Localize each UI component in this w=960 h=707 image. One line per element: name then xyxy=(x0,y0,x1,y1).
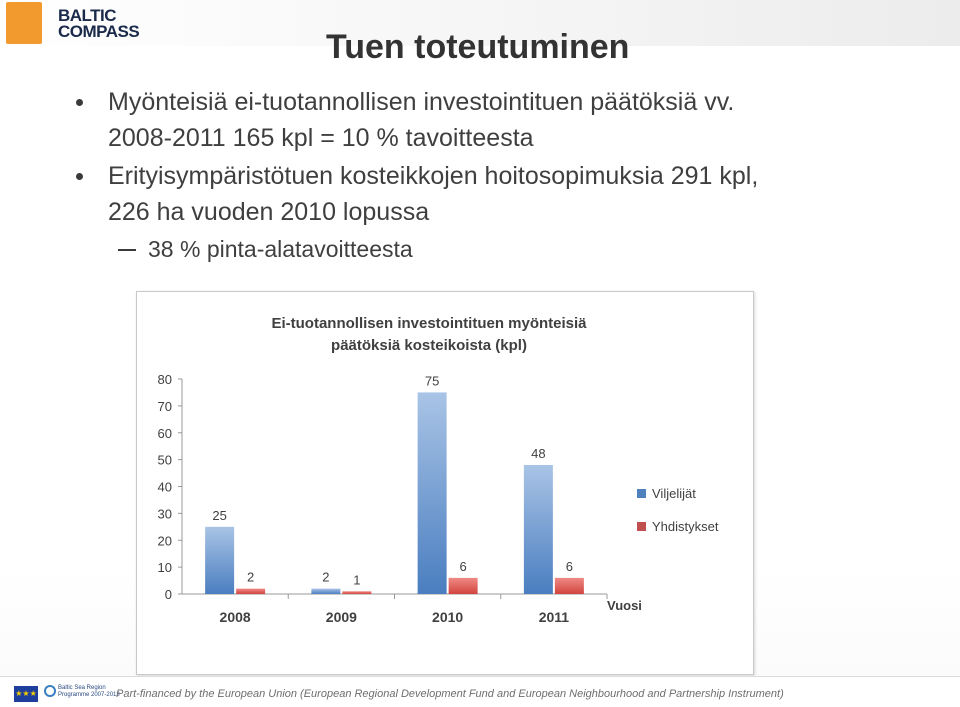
bar xyxy=(311,589,340,594)
bullet-text-line: Myönteisiä ei-tuotannollisen investointituen päätöksiä vv. xyxy=(108,88,735,116)
legend-label: Yhdistykset xyxy=(652,519,719,534)
bar-data-label: 25 xyxy=(212,507,227,523)
y-tick-label: 60 xyxy=(157,425,172,441)
chart-title-line1: Ei-tuotannollisen investointituen myönteisiä xyxy=(271,315,587,332)
chart-canvas xyxy=(137,292,753,674)
bar-chart xyxy=(136,291,754,675)
bullet-text-line: Erityisympäristötuen kosteikkojen hoitosopimuksia 291 kpl, xyxy=(108,162,759,190)
bullet-text-line: 226 ha vuoden 2010 lopussa xyxy=(108,198,430,226)
x-tick-label: 2011 xyxy=(538,609,570,625)
y-tick-label: 70 xyxy=(157,398,172,414)
eu-flag-stars: ★★★ xyxy=(15,689,37,698)
sub-bullet-item xyxy=(66,232,926,266)
dash-icon xyxy=(118,249,136,251)
y-tick-label: 10 xyxy=(157,560,172,576)
bar xyxy=(524,465,553,594)
y-tick-label: 50 xyxy=(157,452,172,468)
x-tick-label: 2009 xyxy=(325,609,357,625)
footer-funding-text: Part-financed by the European Union (European Regional Development Fund and European Neighbourhood and Partnership Instrument) xyxy=(116,688,784,700)
eu-flag-icon xyxy=(14,686,38,702)
baltic-sea-region-logo xyxy=(44,683,120,705)
bsr-logo-line2: Programme 2007-2013 xyxy=(58,692,120,698)
orange-corner-square xyxy=(6,2,42,44)
bar-data-label: 6 xyxy=(459,558,467,574)
bullet-item xyxy=(66,84,926,156)
logo-line2: COMPASS xyxy=(58,22,140,41)
y-tick-label: 30 xyxy=(157,506,172,522)
y-tick-label: 80 xyxy=(157,372,172,387)
bar-data-label: 75 xyxy=(424,373,440,389)
bar-data-label: 1 xyxy=(353,572,361,588)
y-tick-label: 0 xyxy=(164,587,172,602)
bar-data-label: 6 xyxy=(565,558,573,574)
slide-title: Tuen toteutuminen xyxy=(326,28,630,66)
bullet-list xyxy=(66,84,926,266)
bar xyxy=(449,578,478,594)
x-tick-label: 2008 xyxy=(219,609,251,625)
legend-swatch xyxy=(637,489,646,498)
legend-swatch xyxy=(637,522,646,531)
footer xyxy=(0,676,960,707)
sub-bullet-text: 38 % pinta-alatavoitteesta xyxy=(148,236,413,262)
bar-data-label: 48 xyxy=(531,446,546,461)
y-tick-label: 40 xyxy=(157,479,172,495)
bullet-dot-icon xyxy=(76,173,83,180)
bsr-logo-text xyxy=(58,685,120,699)
bar xyxy=(205,527,234,594)
bsr-logo-line1: Baltic Sea Region xyxy=(58,685,106,691)
bar-data-label: 2 xyxy=(322,569,330,585)
bullet-dot-icon xyxy=(76,99,83,106)
bar-data-label: 2 xyxy=(247,569,255,585)
x-tick-label: 2010 xyxy=(432,609,464,625)
bar xyxy=(555,578,584,594)
legend-label: Viljelijät xyxy=(652,486,696,501)
bar xyxy=(418,392,447,594)
bar xyxy=(342,591,371,594)
chart-marks xyxy=(158,372,719,625)
bar xyxy=(236,589,265,594)
bsr-mark-icon xyxy=(44,685,56,697)
chart-title-line2: päätöksiä kosteikoista (kpl) xyxy=(331,337,527,354)
x-axis-label: Vuosi xyxy=(607,598,642,613)
bullet-text-line: 2008-2011 165 kpl = 10 % tavoitteesta xyxy=(108,124,534,152)
logo-line1: BALTIC xyxy=(58,6,117,25)
bullet-item xyxy=(66,158,926,230)
baltic-compass-logo xyxy=(58,8,168,44)
y-tick-label: 20 xyxy=(157,533,172,549)
